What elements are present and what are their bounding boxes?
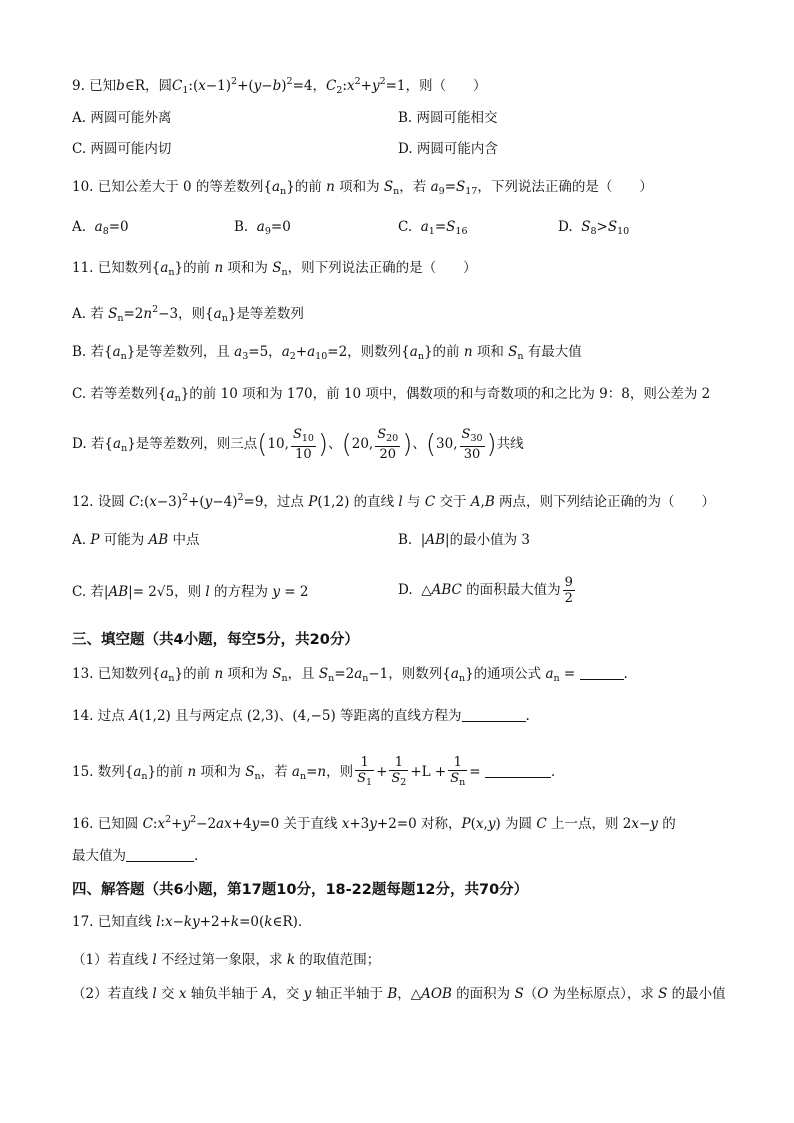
question-17-part1: （1）若直线 l 不经过第一象限，求 k 的取值范围；: [72, 952, 381, 968]
q14-answer-blank[interactable]: [462, 721, 526, 722]
question-16-line2: 最大值为 .: [72, 848, 199, 864]
q9-option-d: D. 两圆可能内含: [398, 141, 498, 157]
q9-option-a: A. 两圆可能外离: [72, 110, 172, 126]
q10-option-d: D. $S_8>S_{10}$: [558, 219, 630, 237]
question-17: 17. 已知直线 l:x−ky+2+k=0(k∈R).: [72, 914, 303, 930]
q12-option-a: A. P 可能为 AB 中点: [72, 532, 200, 548]
q15-answer-blank[interactable]: [485, 777, 551, 778]
q11-option-a: A. 若 $S_n=2n^2-3$，则$\{a_n\}$是等差数列: [72, 304, 304, 324]
q10-option-c: C. $a_1=S_{16}$: [398, 219, 468, 237]
q12-option-c: C. 若|AB|= 2√5，则 l 的方程为 y = 2: [72, 584, 309, 600]
question-17-part2: （2）若直线 l 交 x 轴负半轴于 A，交 y 轴正半轴于 B，△AOB 的面积为 S（O 为坐标原点），求 S 的最小值: [72, 986, 726, 1002]
question-12: 12. 设圆 $C:(x-3)^2+(y-4)^2=9$，过点 P(1,2) 的直线 l 与 C 交于 A,B 两点，则下列结论正确的为（ ）: [72, 492, 716, 510]
q10-option-b: B. $a_9=0$: [234, 219, 291, 237]
q9-option-c: C. 两圆可能内切: [72, 141, 172, 157]
q11-option-c: C. 若等差数列$\{a_n\}$的前 10 项和为 170，前 10 项中，偶数项的和与奇数项的和之比为 9：8，则公差为 2: [72, 386, 711, 404]
q11-option-d: D. 若$\{a_n\}$是等差数列，则三点(10, $\frac{S_{10}}{10}$ )、(20, $\frac{S_{20}}{20}$ )、(30, $\frac{S_{30}}{30}$ )共线: [72, 427, 524, 462]
question-11: 11. 已知数列$\{a_n\}$的前 n 项和为 $S_n$，则下列说法正确的是（ ）: [72, 260, 477, 278]
question-9: 9. 已知b∈R，圆$C_1:(x-1)^2+(y-b)^2=4$，$C_2:x^2+y^2=1$，则（ ）: [72, 76, 487, 96]
q12-option-b: B. |AB|的最小值为 3: [398, 532, 530, 548]
q11-option-b: B. 若$\{a_n\}$是等差数列，且 $a_3=5$，$a_2+a_{10}=2$，则数列$\{a_n\}$的前 n 项和 $S_n$ 有最大值: [72, 344, 582, 362]
question-15: 15. 数列$\{a_n\}$的前 n 项和为 $S_n$，若 $a_n=n$，则 $\frac{1}{S_1}$ + $\frac{1}{S_2}$ +L + $\frac{1}{S_n}$ = .: [72, 755, 556, 788]
section-4-title: 四、解答题（共6小题，第17题10分，18-22题每题12分，共70分）: [72, 882, 529, 898]
q12-option-d: D. △ABC 的面积最大值为 $\frac{9}{2}$: [398, 575, 573, 606]
q9-option-b: B. 两圆可能相交: [398, 110, 498, 126]
q16-answer-blank[interactable]: [126, 861, 194, 862]
q10-option-a: A. $a_8=0$: [72, 219, 129, 237]
question-14: 14. 过点 A(1,2) 且与两定点 (2,3)、(4,−5) 等距离的直线方程为 .: [72, 708, 530, 724]
section-3-title: 三、填空题（共4小题，每空5分，共20分）: [72, 632, 359, 648]
question-13: 13. 已知数列$\{a_n\}$的前 n 项和为 $S_n$，且 $S_n=2a_n-1$，则数列$\{a_n\}$的通项公式 $a_n$ = .: [72, 666, 628, 684]
q13-answer-blank[interactable]: [580, 679, 624, 680]
question-10: 10. 已知公差大于 0 的等差数列$\{a_n\}$的前 n 项和为 $S_n$，若 $a_9=S_{17}$，下列说法正确的是（ ）: [72, 179, 653, 197]
question-16-line1: 16. 已知圆 $C:x^2+y^2-2ax+4y=0$ 关于直线 x+3y+2=0 对称，P(x,y) 为圆 C 上一点，则 2x−y 的: [72, 814, 676, 832]
